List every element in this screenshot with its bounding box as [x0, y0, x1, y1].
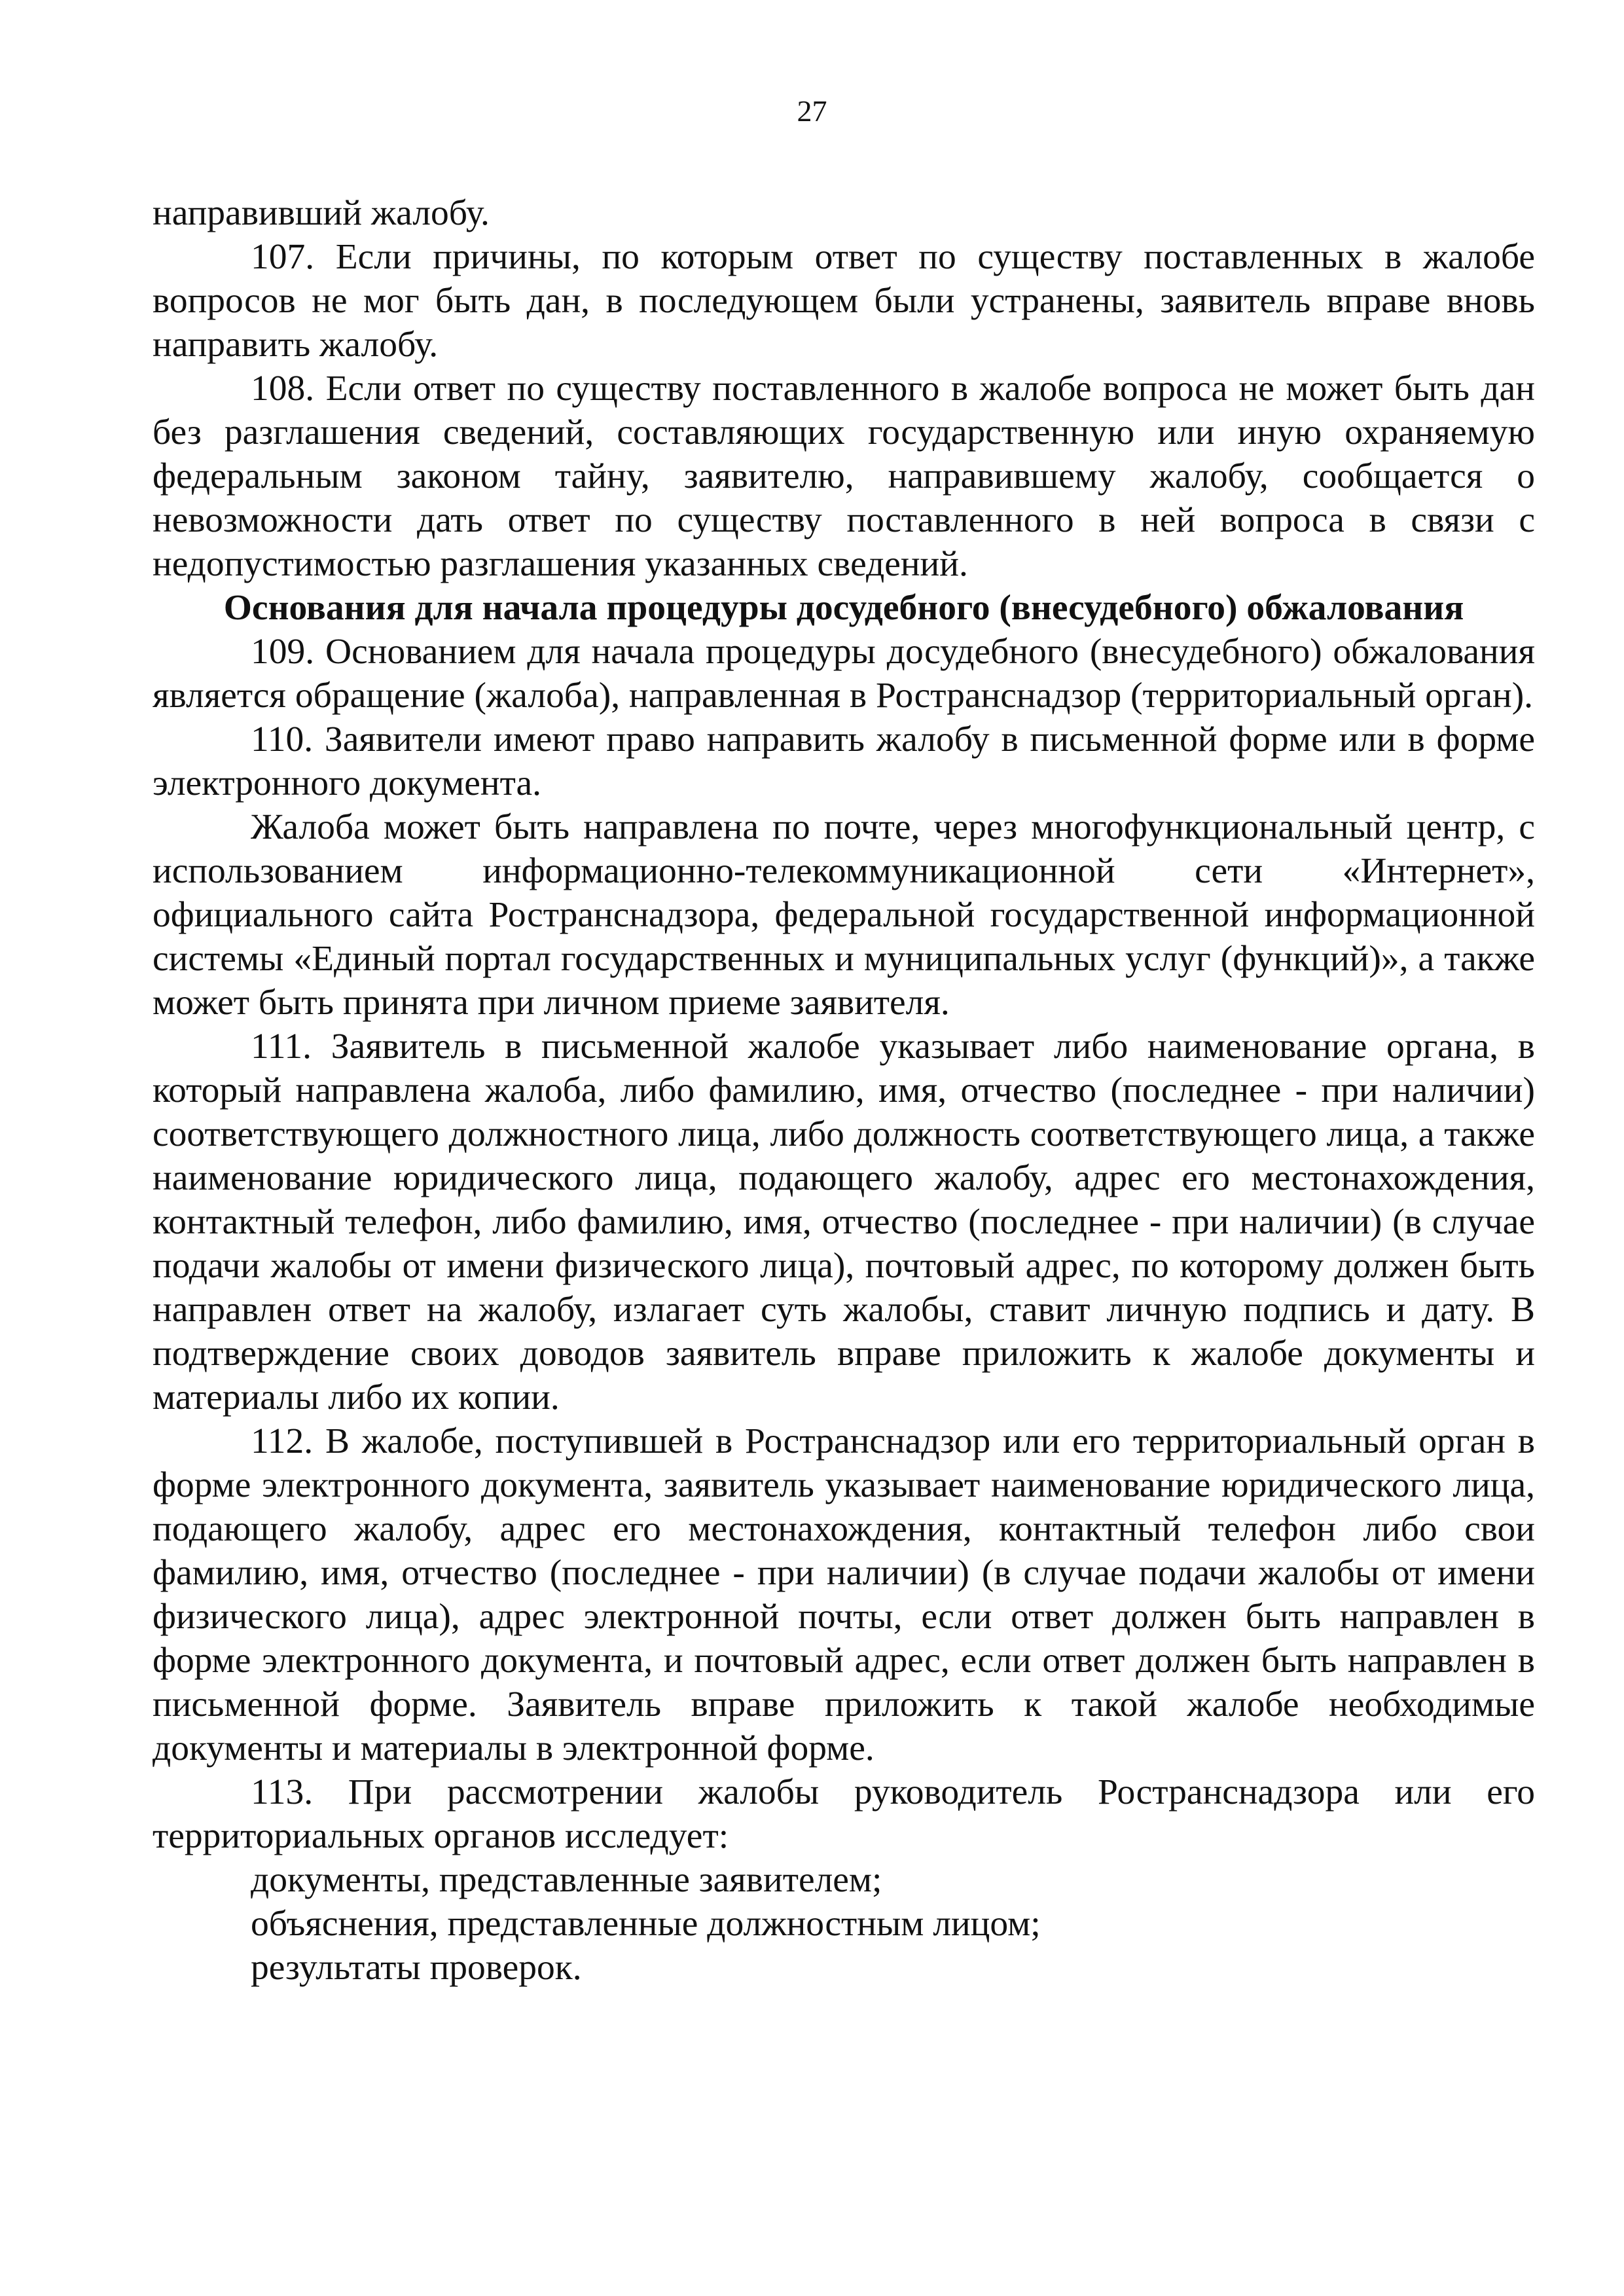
paragraph-112: 112. В жалобе, поступившей в Ространснадзор или его территориальный орган в форме электронного документа, заявитель указывает наименование юридического лица, подающего жалобу, адрес его местонахождения, контактный телефон либо свои фамилию, имя, отчество (последнее - при наличии) (в случае подачи жалобы от имени физического лица), адрес электронной почты, если ответ должен быть направлен в форме электронного документа, и почтовый адрес, если ответ должен быть направлен в письменной форме. Заявитель вправе приложить к такой жалобе необходимые документы и материалы в электронной форме. — [153, 1421, 1535, 1768]
page-number: 27 — [797, 94, 827, 128]
list-item: объяснения, представленные должностным лицом; — [251, 1904, 1041, 1944]
list-item: результаты проверок. — [251, 1948, 582, 1988]
document-body — [153, 191, 1535, 1990]
paragraph-110-continued: Жалоба может быть направлена по почте, через многофункциональный центр, с использованием информационно-телекоммуникационной сети «Интернет», официального сайта Ространснадзора, федеральной государственной информационной системы «Единый портал государственных и муниципальных услуг (функций)», а также может быть принята при личном приеме заявителя. — [153, 807, 1535, 1023]
paragraph-113: 113. При рассмотрении жалобы руководитель Ространснадзора или его территориальных органов исследует: — [153, 1772, 1535, 1856]
paragraph-108: 108. Если ответ по существу поставленного в жалобе вопроса не может быть дан без разглашения сведений, составляющих государственную или иную охраняемую федеральным законом тайну, заявителю, направившему жалобу, сообщается о невозможности дать ответ по существу поставленного в ней вопроса в связи с недопустимостью разглашения указанных сведений. — [153, 369, 1535, 584]
paragraph-continuation: направивший жалобу. — [153, 193, 490, 233]
list-item: документы, представленные заявителем; — [251, 1860, 882, 1900]
paragraph-110: 110. Заявители имеют право направить жалобу в письменной форме или в форме электронного документа. — [153, 720, 1535, 803]
section-heading: Основания для начала процедуры досудебного (внесудебного) обжалования — [223, 588, 1464, 628]
paragraph-107: 107. Если причины, по которым ответ по существу поставленных в жалобе вопросов не мог быть дан, в последующем были устранены, заявитель вправе вновь направить жалобу. — [153, 237, 1535, 365]
paragraph-109: 109. Основанием для начала процедуры досудебного (внесудебного) обжалования является обращение (жалоба), направленная в Ространснадзор (территориальный орган). — [153, 632, 1535, 716]
paragraph-111: 111. Заявитель в письменной жалобе указывает либо наименование органа, в который направлена жалоба, либо фамилию, имя, отчество (последнее - при наличии) соответствующего должностного лица, либо должность соответствующего лица, а также наименование юридического лица, подающего жалобу, адрес его местонахождения, контактный телефон, либо фамилию, имя, отчество (последнее - при наличии) (в случае подачи жалобы от имени физического лица), почтовый адрес, по которому должен быть направлен ответ на жалобу, излагает суть жалобы, ставит личную подпись и дату. В подтверждение своих доводов заявитель вправе приложить к жалобе документы и материалы либо их копии. — [153, 1027, 1535, 1417]
